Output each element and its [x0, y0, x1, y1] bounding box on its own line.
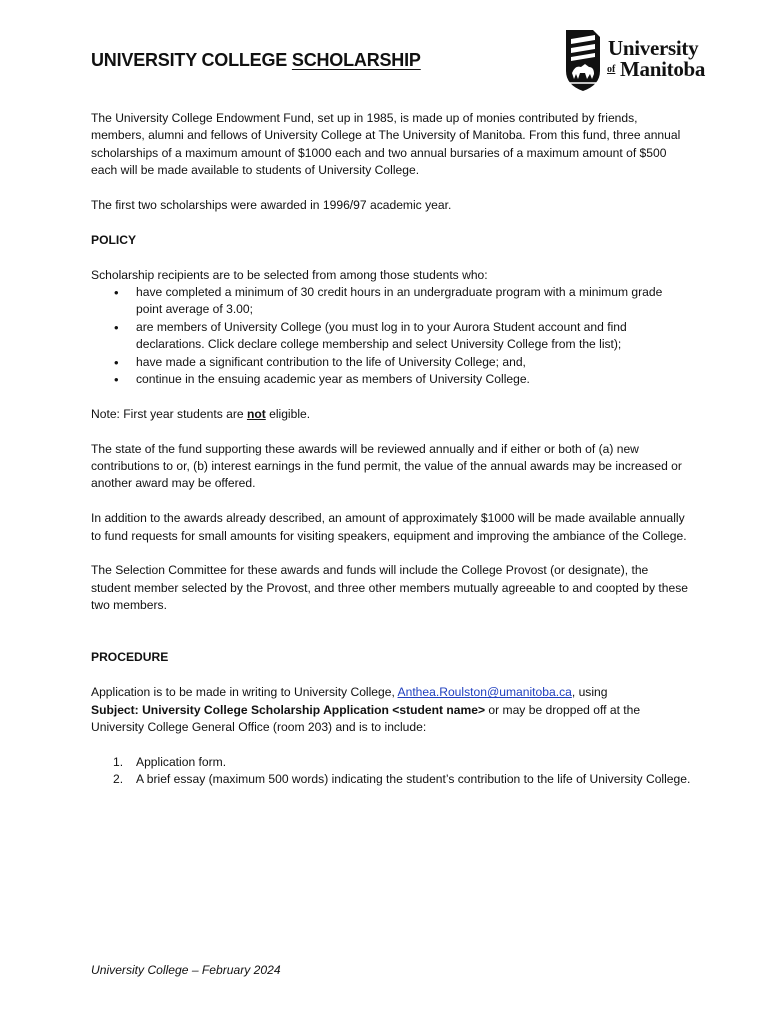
list-item: • have completed a minimum of 30 credit hours in an undergraduate program with a minimum grade point average of 3.00;: [91, 284, 691, 319]
title-prefix: UNIVERSITY COLLEGE: [91, 50, 292, 70]
logo-line-manitoba: Manitoba: [620, 57, 706, 81]
subject-line: Subject: University College Scholarship Application <student name>: [91, 702, 486, 717]
additional-funds-paragraph: In addition to the awards already described, an amount of approximately $1000 will be made available annually to fund requests for small amounts for visiting speakers, equipment and improving the ambiance of the College.: [91, 511, 687, 543]
page-footer: University College – February 2024: [91, 963, 281, 977]
list-text: Application form.: [136, 754, 227, 769]
policy-lead: Scholarship recipients are to be selected from among those students who:: [91, 267, 488, 282]
list-number: 2.: [113, 772, 124, 787]
policy-heading: POLICY: [91, 232, 137, 247]
email-link[interactable]: Anthea.Roulston@umanitoba.ca: [397, 685, 572, 700]
list-number: 1.: [113, 754, 124, 769]
title-underlined: SCHOLARSHIP: [291, 50, 421, 70]
list-item: • have made a significant contribution to the life of University College; and,: [91, 354, 691, 371]
document-body: [91, 110, 691, 789]
procedure-heading: PROCEDURE: [91, 650, 169, 665]
logo-of: of: [607, 64, 616, 75]
procedure-list: [91, 754, 691, 789]
list-text: A brief essay (maximum 500 words) indicating the student’s contribution to the life of University College.: [136, 772, 691, 787]
application-text: Application is to be made in writing to University College,: [91, 685, 398, 700]
list-item: • continue in the ensuing academic year as members of University College.: [91, 371, 691, 388]
application-paragraph: [91, 684, 691, 736]
intro-paragraph: The University College Endowment Fund, set up in 1985, is made up of monies contributed by friends, members, alumni and fellows of University College at The University of Manitoba. From this fund, three annual scholarships of a maximum amount of $1000 each and two annual bursaries of a maximum amount of $500 each will be made available to students of University College.: [91, 111, 681, 178]
page-title: [91, 50, 421, 71]
university-logo: [563, 27, 706, 93]
first-awards-paragraph: The first two scholarships were awarded in 1996/97 academic year.: [91, 198, 452, 213]
list-item: [91, 754, 691, 771]
note-emphasis: not: [246, 406, 266, 421]
list-item: • are members of University College (you must log in to your Aurora Student account and find declarations. Click declare college membership and select University College from the list);: [91, 319, 691, 354]
committee-paragraph: The Selection Committee for these awards and funds will include the College Provost (or designate), the student member selected by the Provost, and three other members mutually agreeable to and coopted by these two members.: [91, 563, 688, 613]
eligibility-list: [91, 284, 691, 388]
fund-review-paragraph: The state of the fund supporting these awards will be reviewed annually and if either or both of (a) new contributions to or, (b) interest earnings in the fund permit, the value of the annual awards may be increased or another award may be offered.: [91, 441, 682, 491]
university-crest-icon: [563, 27, 603, 93]
logo-line-university: University: [608, 36, 699, 60]
application-text-end: or may be dropped off at the University College General Office (room 203) and is to include:: [91, 702, 641, 735]
first-year-note: [91, 406, 691, 423]
note-text: Note: First year students are: [91, 406, 247, 421]
list-item: [91, 771, 691, 788]
note-text-end: eligible.: [265, 406, 311, 421]
application-text-mid: , using: [571, 685, 608, 700]
